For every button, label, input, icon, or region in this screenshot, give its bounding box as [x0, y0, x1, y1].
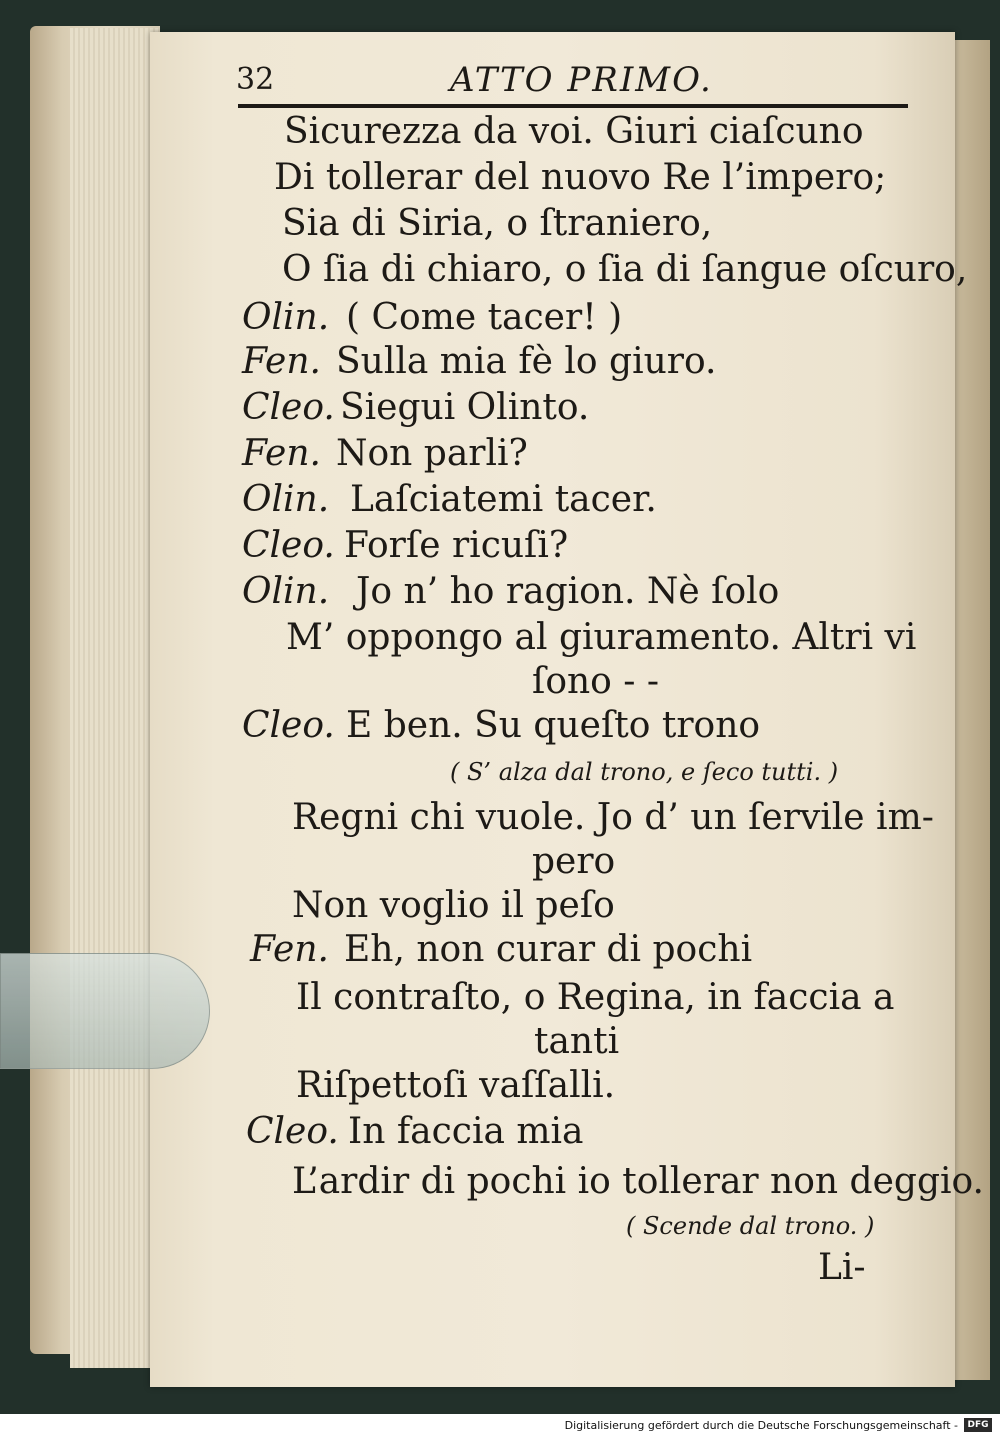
text-line-14-turnover: pero	[532, 841, 616, 882]
speaker-cleo: Cleo.	[246, 1111, 339, 1152]
text-line-2: Di tollerar del nuovo Re l’impero;	[274, 157, 887, 198]
dfg-logo: DFG	[964, 1418, 992, 1432]
text-line-12: M’ oppongo al giuramento. Altri vi	[286, 617, 917, 658]
speaker-cleo: Cleo.	[242, 387, 335, 428]
page-number: 32	[236, 62, 275, 97]
text-line-10: Forſe ricuſi?	[344, 525, 569, 566]
text-line-16: Eh, non curar di pochi	[344, 929, 753, 970]
text-line-18: Riſpettoſi vaſſalli.	[296, 1065, 616, 1106]
running-head: ATTO PRIMO.	[450, 60, 713, 100]
speaker-fen: Fen.	[242, 341, 321, 382]
text-line-15: Non voglio il peſo	[292, 885, 615, 926]
text-line-17: Il contraſto, o Regina, in faccia a	[296, 977, 895, 1018]
text-line-12-turnover: ſono - -	[532, 661, 660, 702]
text-line-6: Sulla mia fè lo giuro.	[336, 341, 717, 382]
speaker-cleo: Cleo.	[242, 705, 335, 746]
speaker-olin: Olin.	[242, 571, 330, 612]
text-line-13: E ben. Su queſto trono	[346, 705, 761, 746]
page-clip	[0, 953, 210, 1069]
speaker-olin: Olin.	[242, 297, 330, 338]
text-line-20: L’ardir di pochi io tollerar non deggio.	[292, 1161, 984, 1202]
text-line-14: Regni chi vuole. Jo d’ un ſervile im-	[292, 797, 934, 838]
footer-credit: Digitalisierung gefördert durch die Deutsche Forschungsgemeinschaft -	[564, 1419, 958, 1432]
speaker-cleo: Cleo.	[242, 525, 335, 566]
text-line-4: O ſia di chiaro, o ſia di ſangue oſcuro,	[282, 249, 968, 290]
speaker-fen: Fen.	[242, 433, 321, 474]
stage-direction: ( Scende dal trono. )	[626, 1212, 875, 1240]
text-line-8: Non parli?	[336, 433, 528, 474]
text-line-17-turnover: tanti	[534, 1021, 620, 1062]
text-line-3: Sia di Siria, o ſtraniero,	[282, 203, 713, 244]
speaker-olin: Olin.	[242, 479, 330, 520]
speaker-fen: Fen.	[250, 929, 329, 970]
text-line-9: Laſciatemi tacer.	[350, 479, 657, 520]
stage-direction: ( S’ alza dal trono, e ſeco tutti. )	[450, 758, 839, 786]
page-stack	[70, 28, 160, 1368]
text-line-19: In faccia mia	[348, 1111, 584, 1152]
header-rule	[238, 104, 908, 108]
text-line-7: Siegui Olinto.	[340, 387, 590, 428]
catchword: Li-	[818, 1247, 866, 1288]
text-line-1: Sicurezza da voi. Giuri ciaſcuno	[284, 111, 864, 152]
text-line-5: ( Come tacer! )	[346, 297, 623, 338]
text-line-11: Jo n’ ho ragion. Nè ſolo	[356, 571, 780, 612]
